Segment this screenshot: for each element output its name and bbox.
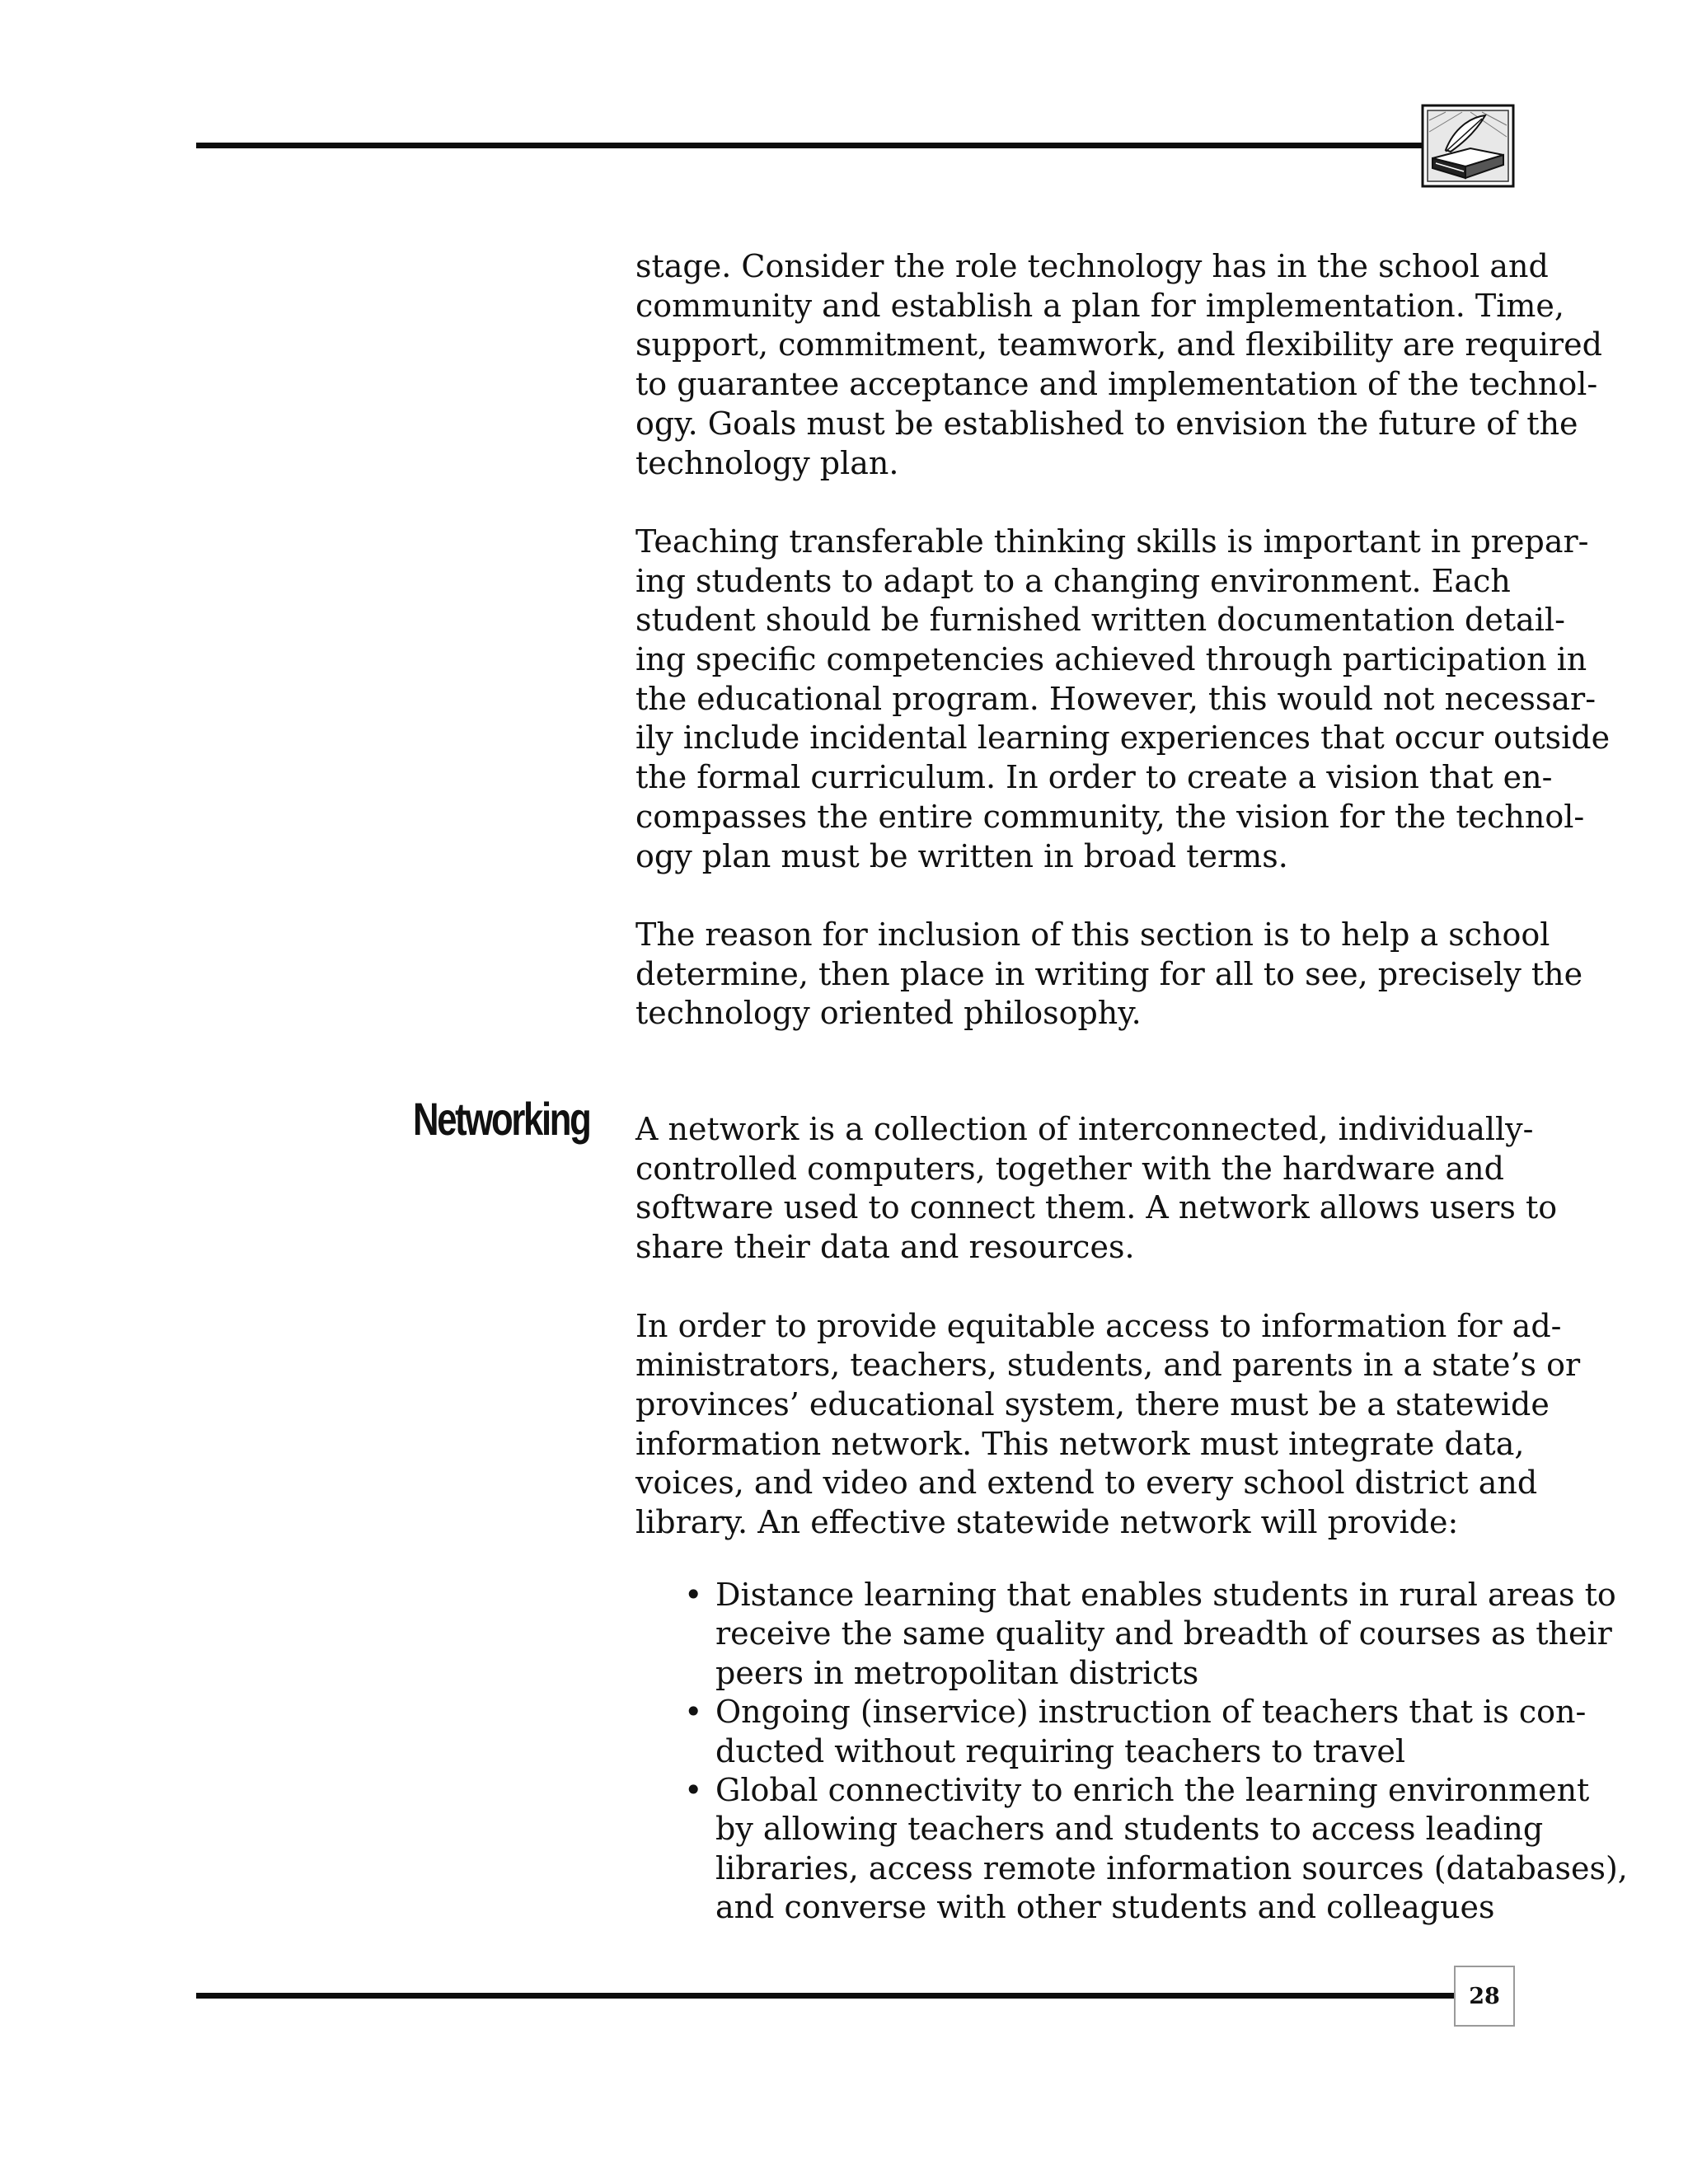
paragraph-1: stage. Consider the role technology has in the school and community and establish a plan for implementation. Time, support, commitment, teamwork, and flexibility are required to guarantee acceptance and implementation of the technol- ogy. Goals must be established to envision the future of the technology plan. [635, 248, 1602, 481]
networking-paragraph-1: A network is a collection of interconnected, individually- controlled computers, together with the hardware and software used to connect them. A network allows users to share their data and resources. [635, 1111, 1558, 1266]
intro-text [635, 247, 1611, 1073]
list-item: • Global connectivity to enrich the learning environment by allowing teachers and students to access leading libraries, access remote information sources (databases), and converse with other students and colleagues [684, 1771, 1525, 1928]
page-number: 28 [1454, 1966, 1515, 2027]
header-rule [196, 143, 1422, 148]
footer-rule [196, 1993, 1456, 1999]
paragraph-2: Teaching transferable thinking skills is important in prepar- ing students to adapt to a changing environment. Each student should be furnished written documentation detail- ing specific competencies achieved through participation in the educational program. However, this would not necessar- ily include incidental learning experiences that occur outside the formal curriculum. In order to create a vision that en- compasses the entire community, the vision for the technol- ogy plan must be written in broad terms. [635, 523, 1611, 874]
paragraph-3: The reason for inclusion of this section is to help a school determine, then place in writing for all to see, precisely the technology oriented philosophy. [635, 916, 1583, 1032]
list-item: • Ongoing (inservice) instruction of teachers that is con- ducted without requiring teachers to travel [684, 1693, 1525, 1771]
networking-text [635, 1110, 1581, 1582]
networking-paragraph-2: In order to provide equitable access to information for ad- ministrators, teachers, students, and parents in a state’s or provinces’ educational system, there must be a statewide information network. This network must integrate data, voices, and video and extend to every school district and library. An effective statewide network will provide: [635, 1307, 1581, 1541]
network-benefits-list [684, 1576, 1628, 1928]
section-heading-networking: Networking [413, 1093, 590, 1145]
book-quill-icon [1421, 104, 1515, 188]
list-item: • Distance learning that enables students in rural areas to receive the same quality and breadth of courses as their peers in metropolitan districts [684, 1576, 1525, 1693]
